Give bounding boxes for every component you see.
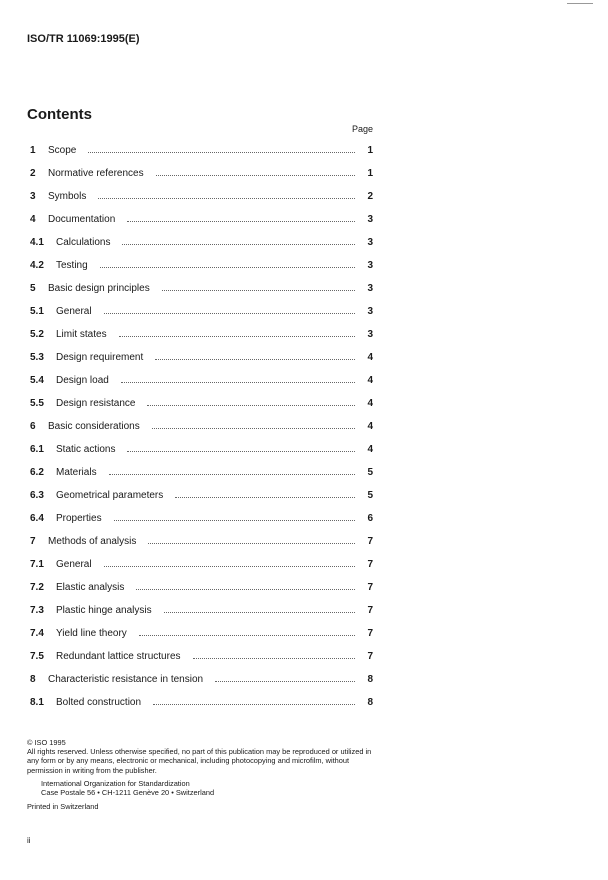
dot-leader xyxy=(152,428,355,429)
toc-entry[interactable] xyxy=(27,375,373,398)
toc-entry-page: 4 xyxy=(367,444,373,455)
toc-entry-page: 7 xyxy=(367,559,373,570)
dot-leader xyxy=(215,681,355,682)
toc-entry-title: Characteristic resistance in tension xyxy=(48,674,204,685)
toc-entry-title: Yield line theory xyxy=(56,628,127,639)
toc-entry[interactable] xyxy=(27,421,373,444)
toc-entry[interactable] xyxy=(27,444,373,467)
toc-entry[interactable] xyxy=(27,651,373,674)
copyright-block xyxy=(27,738,377,811)
toc-entry-number: 5.1 xyxy=(30,306,44,317)
toc-entry-page: 7 xyxy=(367,628,373,639)
dot-leader xyxy=(153,704,355,705)
toc-entry-title: Design requirement xyxy=(56,352,144,363)
toc-entry-number: 7.1 xyxy=(30,559,44,570)
toc-entry[interactable] xyxy=(27,513,373,536)
toc-entry-title: Limit states xyxy=(56,329,107,340)
dot-leader xyxy=(104,566,355,567)
toc-entry-number: 7.5 xyxy=(30,651,44,662)
toc-entry[interactable] xyxy=(27,168,373,191)
toc-entry[interactable] xyxy=(27,582,373,605)
toc-entry-number: 8.1 xyxy=(30,697,44,708)
toc-entry[interactable] xyxy=(27,536,373,559)
toc-entry-page: 3 xyxy=(367,306,373,317)
toc-entry-title: Documentation xyxy=(48,214,116,225)
toc-entry-title: Normative references xyxy=(48,168,144,179)
toc-entry[interactable] xyxy=(27,352,373,375)
toc-entry-page: 8 xyxy=(367,697,373,708)
toc-entry-title: Symbols xyxy=(48,191,87,202)
toc-entry-title: Bolted construction xyxy=(56,697,142,708)
toc-entry-page: 1 xyxy=(367,145,373,156)
toc-entry-title: General xyxy=(56,306,92,317)
rights-notice: All rights reserved. Unless otherwise specified, no part of this publication may be reproduced or utilized in any form or by any means, electronic or mechanical, including photocopying and microfilm, without permission in writing from the publisher. xyxy=(27,747,372,775)
dot-leader xyxy=(127,221,355,222)
toc-entry-number: 5.4 xyxy=(30,375,44,386)
toc-entry-page: 4 xyxy=(367,352,373,363)
toc-entry-page: 3 xyxy=(367,237,373,248)
dot-leader xyxy=(193,658,355,659)
toc-entry-title: Testing xyxy=(56,260,88,271)
toc-entry[interactable] xyxy=(27,559,373,582)
toc-entry-page: 5 xyxy=(367,467,373,478)
toc-entry-number: 6.4 xyxy=(30,513,44,524)
toc-entry-number: 7.3 xyxy=(30,605,44,616)
toc-entry-page: 7 xyxy=(367,582,373,593)
toc-entry[interactable] xyxy=(27,237,373,260)
toc-entry[interactable] xyxy=(27,628,373,651)
toc-entry-page: 1 xyxy=(367,168,373,179)
toc-entry-title: Elastic analysis xyxy=(56,582,125,593)
dot-leader xyxy=(100,267,355,268)
toc-entry-number: 3 xyxy=(30,191,36,202)
toc-entry-page: 2 xyxy=(367,191,373,202)
toc-entry-number: 7.4 xyxy=(30,628,44,639)
toc-entry-number: 5.2 xyxy=(30,329,44,340)
toc-entry-number: 5.3 xyxy=(30,352,44,363)
toc-entry-title: Plastic hinge analysis xyxy=(56,605,152,616)
toc-entry-title: Static actions xyxy=(56,444,116,455)
organization-address: Case Postale 56 • CH-1211 Genève 20 • Switzerland xyxy=(41,788,215,798)
dot-leader xyxy=(114,520,355,521)
page-number: ii xyxy=(27,836,31,845)
toc-entry-title: Materials xyxy=(56,467,97,478)
toc-entry[interactable] xyxy=(27,329,373,352)
dot-leader xyxy=(148,543,355,544)
toc-entry-title: Basic considerations xyxy=(48,421,140,432)
toc-entry-page: 5 xyxy=(367,490,373,501)
toc-entry-title: Calculations xyxy=(56,237,111,248)
toc-entry[interactable] xyxy=(27,674,373,697)
dot-leader xyxy=(175,497,355,498)
toc-entry-page: 4 xyxy=(367,398,373,409)
dot-leader xyxy=(139,635,355,636)
toc-entry-page: 7 xyxy=(367,605,373,616)
printed-in: Printed in Switzerland xyxy=(27,802,99,812)
dot-leader xyxy=(127,451,355,452)
toc-entry-page: 7 xyxy=(367,536,373,547)
top-rule xyxy=(567,3,593,4)
dot-leader xyxy=(88,152,355,153)
toc-entry-title: Scope xyxy=(48,145,77,156)
toc-entry-title: General xyxy=(56,559,92,570)
toc-entry-number: 7 xyxy=(30,536,36,547)
page-column-label: Page xyxy=(352,124,374,134)
toc-entry[interactable] xyxy=(27,398,373,421)
toc-entry-page: 6 xyxy=(367,513,373,524)
toc-entry[interactable] xyxy=(27,605,373,628)
toc-entry-page: 4 xyxy=(367,421,373,432)
table-of-contents xyxy=(27,145,373,720)
dot-leader xyxy=(147,405,355,406)
toc-entry[interactable] xyxy=(27,467,373,490)
toc-entry-title: Geometrical parameters xyxy=(56,490,164,501)
dot-leader xyxy=(109,474,355,475)
copyright-line: © ISO 1995 xyxy=(27,738,66,747)
dot-leader xyxy=(162,290,355,291)
toc-entry[interactable] xyxy=(27,283,373,306)
toc-entry[interactable] xyxy=(27,260,373,283)
dot-leader xyxy=(121,382,355,383)
organization-name: International Organization for Standardization xyxy=(41,778,190,788)
toc-entry-title: Redundant lattice structures xyxy=(56,651,181,662)
toc-entry[interactable] xyxy=(27,214,373,237)
toc-entry-number: 8 xyxy=(30,674,36,685)
contents-title: Contents xyxy=(27,106,92,123)
toc-entry-number: 4.2 xyxy=(30,260,44,271)
toc-entry-page: 4 xyxy=(367,375,373,386)
dot-leader xyxy=(156,175,355,176)
toc-entry-title: Methods of analysis xyxy=(48,536,137,547)
dot-leader xyxy=(155,359,355,360)
toc-entry-number: 4.1 xyxy=(30,237,44,248)
toc-entry-page: 8 xyxy=(367,674,373,685)
toc-entry[interactable] xyxy=(27,306,373,329)
toc-entry[interactable] xyxy=(27,697,373,720)
toc-entry[interactable] xyxy=(27,191,373,214)
dot-leader xyxy=(119,336,355,337)
toc-entry-title: Basic design principles xyxy=(48,283,150,294)
dot-leader xyxy=(136,589,355,590)
dot-leader xyxy=(122,244,355,245)
toc-entry-number: 5 xyxy=(30,283,36,294)
toc-entry-number: 5.5 xyxy=(30,398,44,409)
toc-entry-page: 3 xyxy=(367,214,373,225)
toc-entry-title: Properties xyxy=(56,513,102,524)
toc-entry-page: 3 xyxy=(367,260,373,271)
toc-entry-title: Design load xyxy=(56,375,109,386)
dot-leader xyxy=(104,313,355,314)
toc-entry-page: 7 xyxy=(367,651,373,662)
toc-entry-number: 2 xyxy=(30,168,36,179)
toc-entry-number: 6.1 xyxy=(30,444,44,455)
toc-entry-page: 3 xyxy=(367,283,373,294)
document-header: ISO/TR 11069:1995(E) xyxy=(27,33,140,45)
toc-entry-number: 1 xyxy=(30,145,36,156)
toc-entry-number: 7.2 xyxy=(30,582,44,593)
toc-entry[interactable] xyxy=(27,490,373,513)
toc-entry-number: 4 xyxy=(30,214,36,225)
dot-leader xyxy=(98,198,355,199)
dot-leader xyxy=(164,612,355,613)
toc-entry-title: Design resistance xyxy=(56,398,136,409)
toc-entry-number: 6.3 xyxy=(30,490,44,501)
toc-entry-number: 6.2 xyxy=(30,467,44,478)
toc-entry-page: 3 xyxy=(367,329,373,340)
toc-entry-number: 6 xyxy=(30,421,36,432)
toc-entry[interactable] xyxy=(27,145,373,168)
